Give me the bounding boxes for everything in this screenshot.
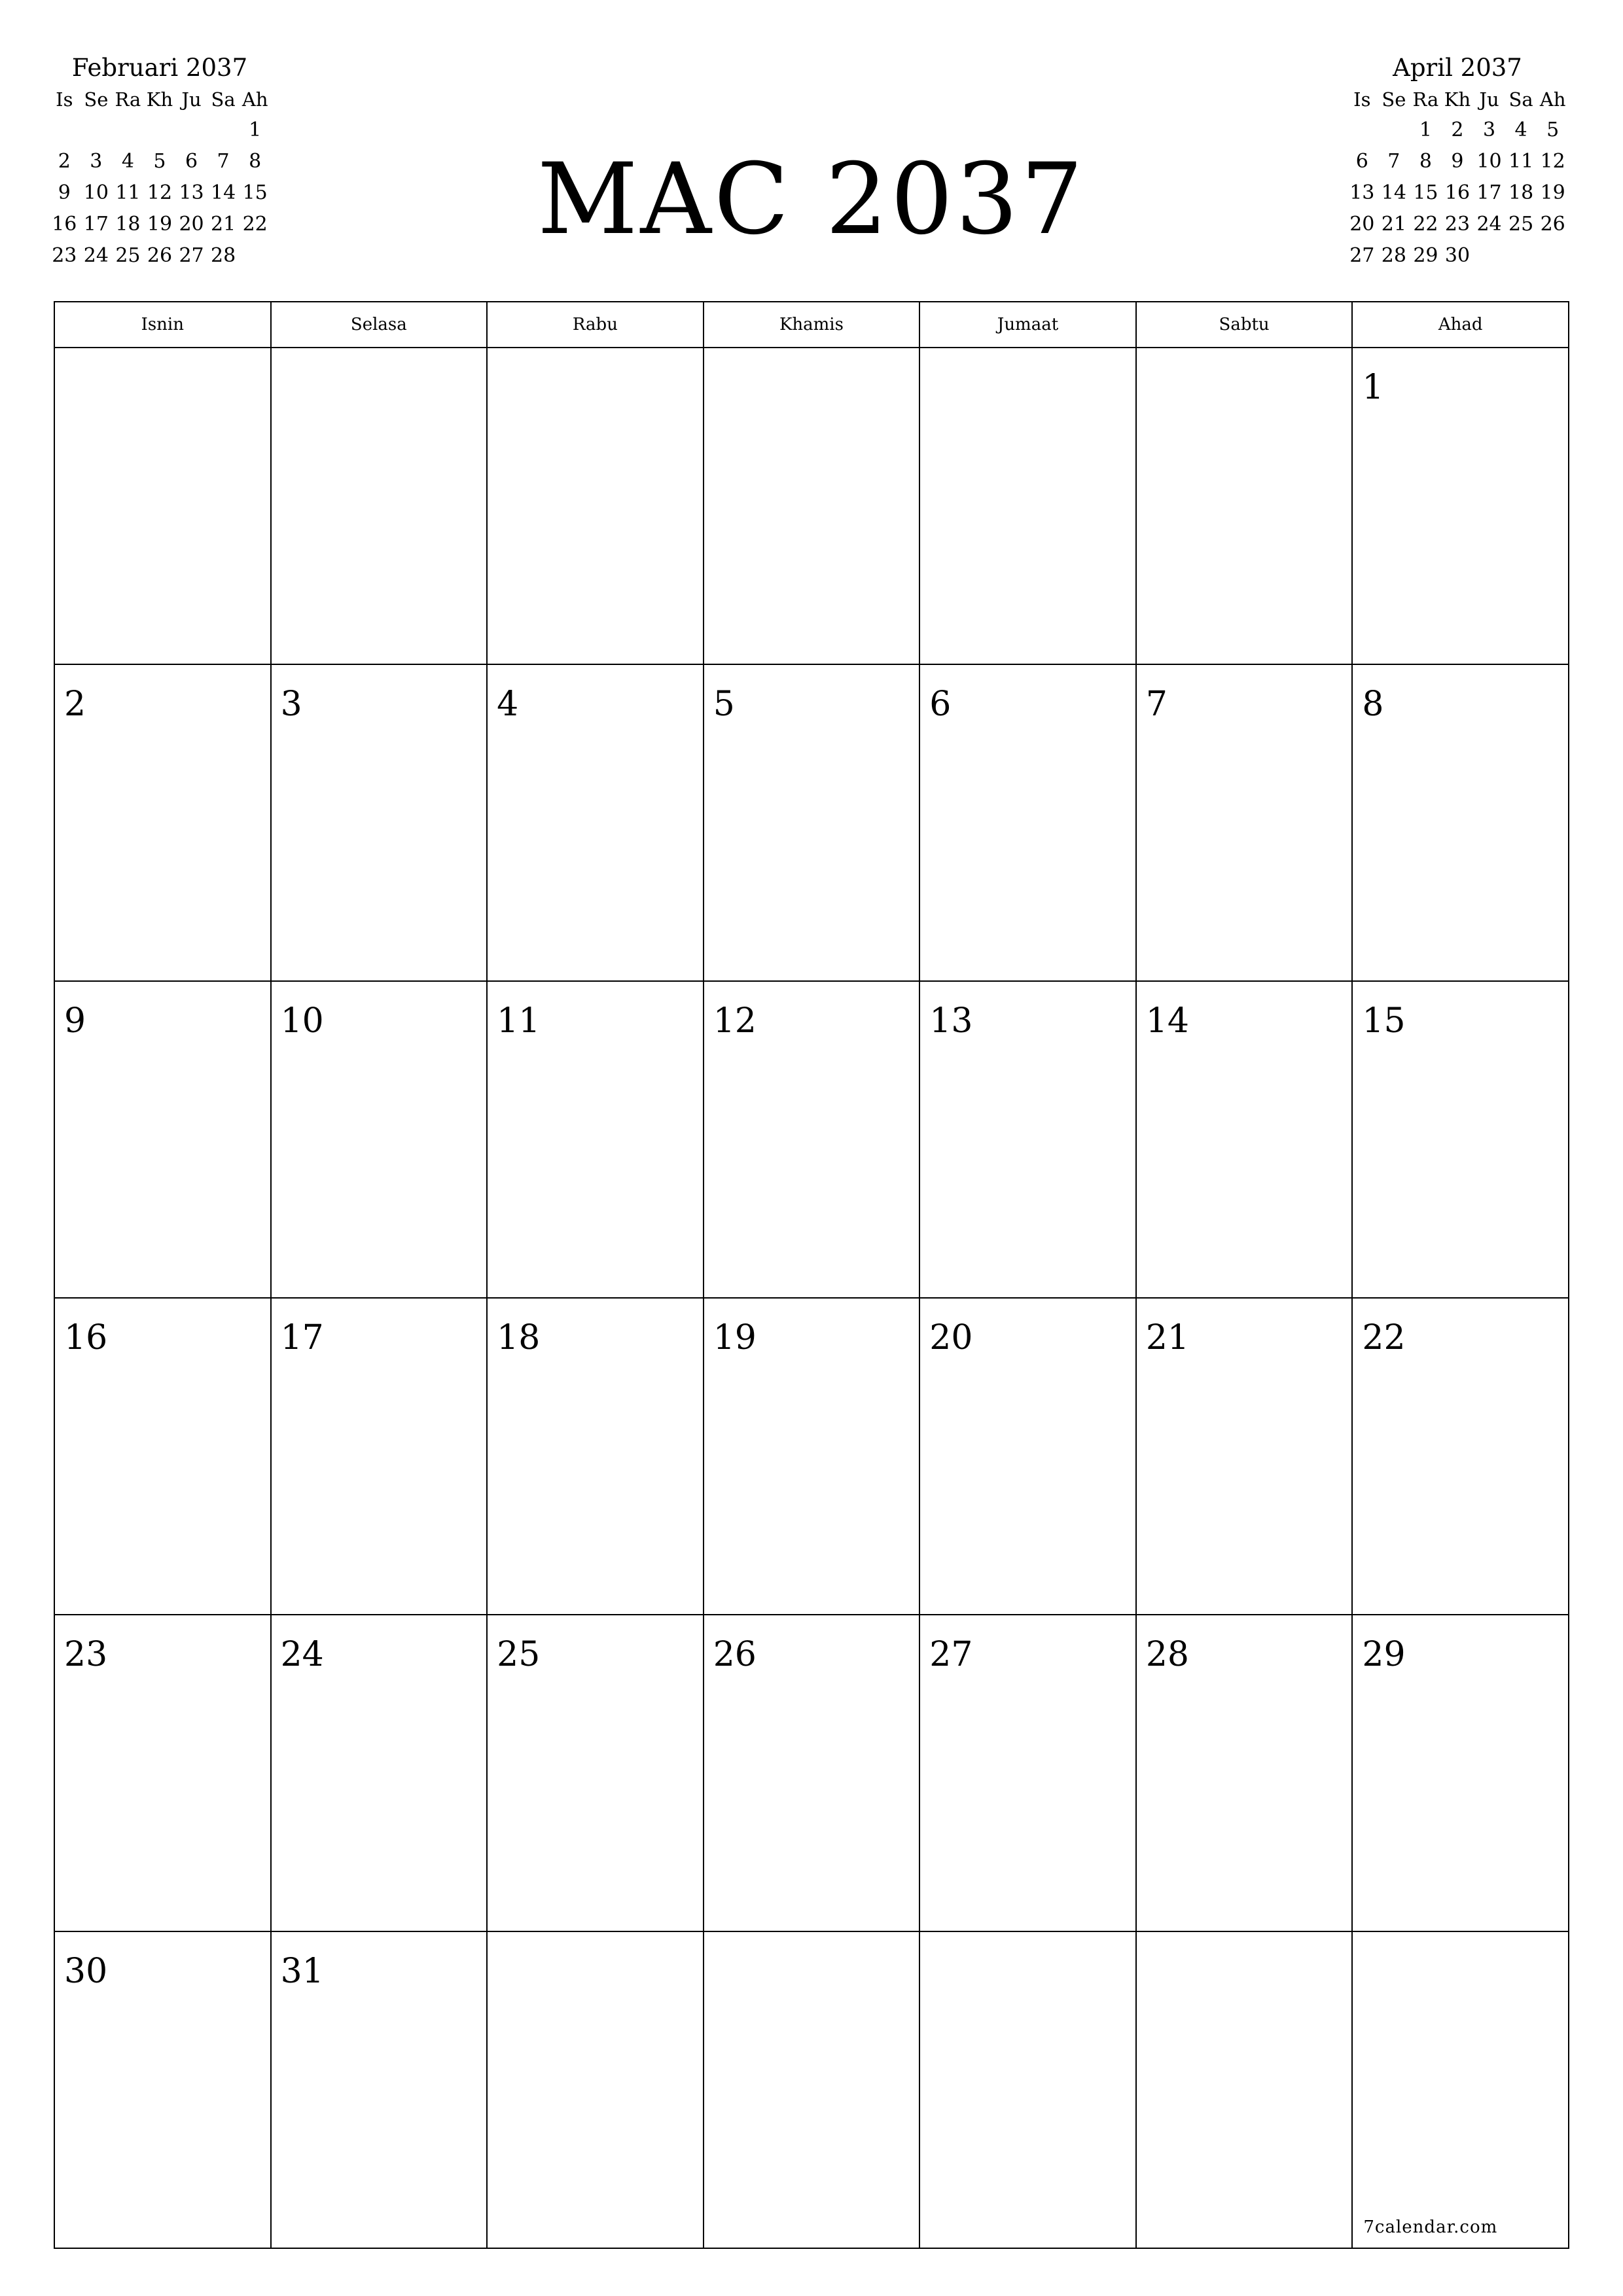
day-cell — [919, 1615, 1136, 1931]
week-row — [54, 1931, 1569, 2248]
mini-day: 12 — [147, 181, 173, 204]
mini-day: 5 — [153, 149, 166, 173]
day-cell — [1352, 664, 1569, 981]
mini-day: 18 — [115, 212, 141, 236]
mini-day: 25 — [1508, 212, 1534, 236]
site-credit: 7calendar.com — [1363, 2217, 1498, 2237]
weekday-header: Khamis — [704, 302, 920, 348]
weekday-header: Rabu — [487, 302, 704, 348]
day-cell — [54, 981, 271, 1298]
day-number — [1137, 348, 1352, 368]
day-cell — [487, 1298, 704, 1615]
mini-day: 5 — [1546, 118, 1560, 141]
mini-day: 3 — [90, 149, 103, 173]
day-number: 9 — [64, 1001, 86, 1041]
day-cell — [1352, 1298, 1569, 1615]
mini-day: 20 — [1349, 212, 1375, 236]
mini-day: 7 — [217, 149, 230, 173]
day-number: 3 — [280, 685, 302, 724]
mini-calendar-title: April 2037 — [1393, 54, 1522, 82]
day-cell — [54, 348, 271, 664]
day-number — [1353, 1932, 1568, 1952]
mini-day: 8 — [1419, 149, 1432, 173]
mini-day: 26 — [1540, 212, 1565, 236]
mini-day: 17 — [83, 212, 109, 236]
mini-day: 1 — [249, 118, 262, 141]
day-number: 14 — [1145, 1001, 1189, 1041]
mini-day: 3 — [1482, 118, 1496, 141]
day-number: 7 — [1145, 685, 1168, 724]
day-number — [704, 1932, 919, 1952]
day-cell — [271, 1931, 488, 2248]
day-number — [488, 348, 703, 368]
mini-day: 15 — [1413, 181, 1438, 204]
mini-day — [1537, 240, 1569, 271]
day-cell — [487, 1931, 704, 2248]
day-cell — [54, 1298, 271, 1615]
day-number: 24 — [280, 1635, 324, 1674]
day-cell — [271, 1298, 488, 1615]
mini-weekday: Ra — [115, 88, 141, 111]
day-number: 26 — [713, 1635, 757, 1674]
mini-day: 19 — [147, 212, 173, 236]
mini-day: 13 — [179, 181, 204, 204]
day-cell — [54, 1615, 271, 1931]
day-cell — [271, 664, 488, 981]
day-cell — [704, 981, 920, 1298]
day-cell — [919, 1931, 1136, 2248]
mini-day: 13 — [1349, 181, 1375, 204]
day-number — [1137, 1932, 1352, 1952]
day-number: 11 — [497, 1001, 541, 1041]
mini-calendar-title: Februari 2037 — [71, 54, 248, 82]
mini-day: 23 — [52, 243, 77, 267]
day-number: 29 — [1362, 1635, 1406, 1674]
mini-day: 20 — [179, 212, 204, 236]
day-number: 12 — [713, 1001, 757, 1041]
mini-weekday: Ah — [241, 88, 268, 111]
week-row — [54, 1615, 1569, 1931]
mini-day: 21 — [1381, 212, 1406, 236]
day-cell — [487, 1615, 704, 1931]
day-cell — [919, 348, 1136, 664]
weekday-header-row — [54, 302, 1569, 348]
mini-weekday: Kh — [146, 88, 173, 111]
mini-day: 23 — [1444, 212, 1471, 236]
day-cell — [1136, 1615, 1353, 1931]
day-number — [704, 348, 919, 368]
mini-day: 30 — [1444, 243, 1471, 267]
day-cell — [271, 348, 488, 664]
mini-weekday: Ra — [1412, 88, 1439, 111]
mini-weekday: Sa — [211, 88, 236, 111]
mini-calendar-next — [1346, 51, 1569, 271]
mini-day: 24 — [1476, 212, 1502, 236]
mini-day — [1346, 114, 1378, 145]
day-number: 8 — [1362, 685, 1384, 724]
day-number: 27 — [929, 1635, 973, 1674]
day-number — [55, 348, 270, 368]
day-cell — [704, 664, 920, 981]
day-cell — [54, 1931, 271, 2248]
day-cell — [1352, 348, 1569, 664]
mini-weekday: Ju — [1479, 88, 1499, 111]
mini-weekday: Is — [56, 88, 73, 111]
mini-weekday: Ju — [181, 88, 202, 111]
day-cell — [919, 1298, 1136, 1615]
day-number: 17 — [280, 1318, 324, 1357]
day-number — [920, 348, 1135, 368]
mini-day: 11 — [115, 181, 141, 204]
mini-day: 9 — [1451, 149, 1464, 173]
day-cell — [1136, 664, 1353, 981]
day-cell — [704, 1615, 920, 1931]
mini-day: 1 — [1419, 118, 1432, 141]
mini-day: 11 — [1508, 149, 1534, 173]
day-cell — [704, 348, 920, 664]
mini-day: 24 — [83, 243, 109, 267]
mini-day: 7 — [1387, 149, 1400, 173]
day-number — [920, 1932, 1135, 1952]
day-number: 10 — [280, 1001, 324, 1041]
day-cell — [919, 981, 1136, 1298]
mini-day: 21 — [211, 212, 236, 236]
week-row — [54, 981, 1569, 1298]
day-number: 20 — [929, 1318, 973, 1357]
day-cell — [271, 1615, 488, 1931]
day-number: 18 — [497, 1318, 541, 1357]
mini-day: 2 — [1451, 118, 1464, 141]
mini-weekday: Ah — [1539, 88, 1566, 111]
mini-calendar-grid — [1346, 85, 1569, 271]
mini-day: 29 — [1413, 243, 1438, 267]
weekday-header: Ahad — [1352, 302, 1569, 348]
day-cell — [54, 664, 271, 981]
day-cell — [271, 981, 488, 1298]
weekday-header: Jumaat — [919, 302, 1136, 348]
day-cell — [487, 981, 704, 1298]
mini-day: 6 — [185, 149, 198, 173]
day-number: 19 — [713, 1318, 757, 1357]
day-cell — [704, 1931, 920, 2248]
mini-day: 2 — [58, 149, 71, 173]
day-number: 6 — [929, 685, 952, 724]
day-number: 25 — [497, 1635, 541, 1674]
mini-day: 4 — [1514, 118, 1527, 141]
mini-day: 28 — [1381, 243, 1406, 267]
mini-day: 15 — [242, 181, 268, 204]
day-cell — [1136, 1931, 1353, 2248]
mini-weekday-row — [48, 85, 271, 114]
mini-weekday: Sa — [1508, 88, 1533, 111]
day-number: 13 — [929, 1001, 973, 1041]
day-number — [488, 1932, 703, 1952]
day-cell — [919, 664, 1136, 981]
mini-day — [1505, 240, 1537, 271]
mini-day: 16 — [52, 212, 77, 236]
page-title: MAC 2037 — [537, 143, 1086, 257]
mini-day: 16 — [1444, 181, 1471, 204]
mini-week-row — [1346, 240, 1569, 271]
weekday-header: Isnin — [54, 302, 271, 348]
weekday-header: Sabtu — [1136, 302, 1353, 348]
mini-day: 12 — [1540, 149, 1565, 173]
mini-week-row — [1346, 177, 1569, 208]
mini-day: 22 — [242, 212, 268, 236]
month-grid — [54, 301, 1569, 2249]
day-number: 28 — [1145, 1635, 1189, 1674]
day-cell — [1352, 1615, 1569, 1931]
day-number: 15 — [1362, 1001, 1406, 1041]
mini-day: 4 — [121, 149, 134, 173]
mini-day: 14 — [1381, 181, 1406, 204]
week-row — [54, 664, 1569, 981]
mini-day: 10 — [1476, 149, 1502, 173]
mini-weekday: Se — [1382, 88, 1406, 111]
mini-week-row — [1346, 114, 1569, 145]
day-number: 2 — [64, 685, 86, 724]
mini-day: 9 — [58, 181, 71, 204]
mini-day: 18 — [1508, 181, 1534, 204]
day-cell — [487, 348, 704, 664]
day-cell — [1136, 1298, 1353, 1615]
day-cell — [487, 664, 704, 981]
weekday-header: Selasa — [271, 302, 488, 348]
day-number: 30 — [64, 1952, 108, 1991]
mini-weekday: Kh — [1444, 88, 1471, 111]
day-number: 21 — [1145, 1318, 1189, 1357]
week-row — [54, 348, 1569, 664]
mini-day: 8 — [249, 149, 262, 173]
mini-day: 25 — [115, 243, 141, 267]
mini-day: 28 — [211, 243, 236, 267]
day-cell — [704, 1298, 920, 1615]
day-number: 16 — [64, 1318, 108, 1357]
mini-day: 27 — [1349, 243, 1375, 267]
mini-day: 26 — [147, 243, 173, 267]
day-number: 23 — [64, 1635, 108, 1674]
mini-day: 6 — [1355, 149, 1368, 173]
day-number: 1 — [1362, 368, 1384, 407]
mini-day: 10 — [83, 181, 109, 204]
mini-weekday-row — [1346, 85, 1569, 114]
mini-week-row — [1346, 208, 1569, 240]
mini-weekday: Is — [1353, 88, 1371, 111]
mini-day — [1473, 240, 1505, 271]
day-cell — [1136, 981, 1353, 1298]
mini-day: 19 — [1540, 181, 1565, 204]
mini-day: 22 — [1413, 212, 1438, 236]
day-number: 31 — [280, 1952, 324, 1991]
mini-weekday: Se — [84, 88, 109, 111]
day-number: 5 — [713, 685, 735, 724]
day-cell — [1352, 981, 1569, 1298]
mini-week-row — [1346, 145, 1569, 177]
day-number: 4 — [497, 685, 519, 724]
mini-day: 17 — [1476, 181, 1502, 204]
day-cell — [1136, 348, 1353, 664]
mini-day: 14 — [211, 181, 236, 204]
week-row — [54, 1298, 1569, 1615]
mini-day — [1378, 114, 1410, 145]
mini-day: 27 — [179, 243, 204, 267]
day-cell — [1352, 1931, 1569, 2248]
day-number: 22 — [1362, 1318, 1406, 1357]
day-number — [272, 348, 487, 368]
